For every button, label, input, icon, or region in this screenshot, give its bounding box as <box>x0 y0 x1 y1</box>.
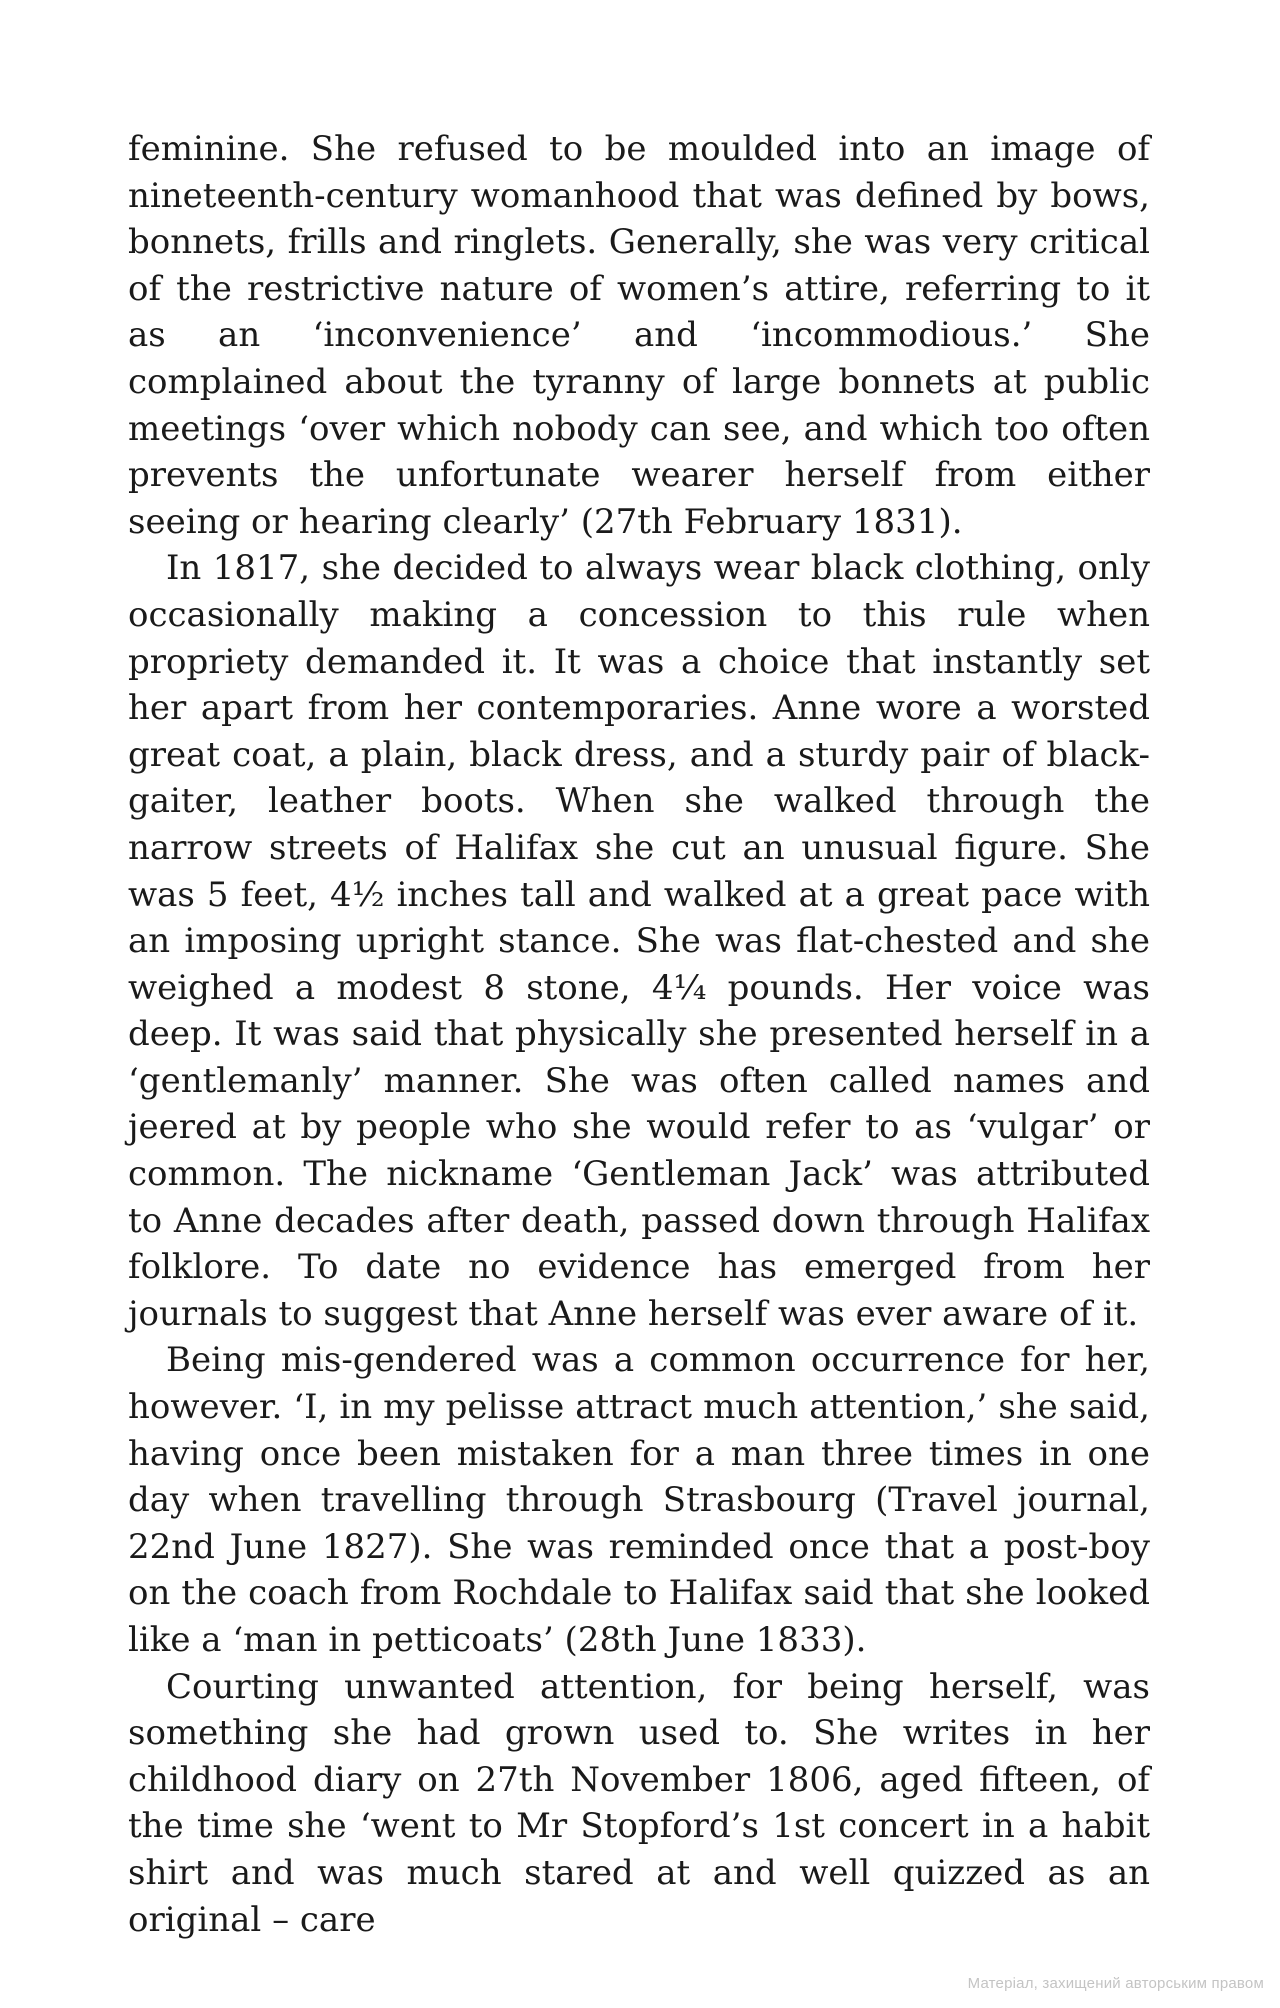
paragraph-feminine: feminine. She refused to be moulded into an image of nineteenth-century womanhood that was defined by bows, bonnets, frills and ringlets. Generally, she was very critical of the restrictive nature of women’s attire, referring to it as an ‘inconvenience’ and ‘incommodious.’ She complained about the tyranny of large bonnets at public meetings ‘over which nobody can see, and which too often prevents the unfortunate wearer herself from either seeing or hearing clearly’ (27th February 1831). <box>128 129 1150 542</box>
copyright-watermark: Матеріал, захищений авторським правом <box>967 1975 1264 1992</box>
paragraph-black-clothing: In 1817, she decided to always wear black clothing, only occasionally making a concession to this rule when propriety demanded it. It was a choice that instantly set her apart from her contemporaries. Anne wore a worsted great coat, a plain, black dress, and a sturdy pair of black-gaiter, leather boots. When she walked through the narrow streets of Halifax she cut an unusual figure. She was 5 feet, 4½ inches tall and walked at a great pace with an imposing upright stance. She was flat-chested and she weighed a modest 8 stone, 4¼ pounds. Her voice was deep. It was said that physically she presented herself in a ‘gentlemanly’ manner. She was often called names and jeered at by people who she would refer to as ‘vulgar’ or common. The nickname ‘Gentleman Jack’ was attributed to Anne decades after death, passed down through Halifax folklore. To date no evidence has emerged from her journals to suggest that Anne herself was ever aware of it. <box>128 548 1150 1334</box>
paragraph-mis-gendered: Being mis-gendered was a common occurrence for her, however. ‘I, in my pelisse attract much attention,’ she said, having once been mistaken for a man three times in one day when travelling through Strasbourg (Travel journal, 22nd June 1827). She was reminded once that a post-boy on the coach from Rochdale to Halifax said that she looked like a ‘man in petticoats’ (28th June 1833). <box>128 1340 1150 1660</box>
page-body <box>128 126 1150 1943</box>
paragraph-unwanted-attention: Courting unwanted attention, for being herself, was something she had grown used to. She writes in her childhood diary on 27th November 1806, aged fifteen, of the time she ‘went to Mr Stopford’s 1st concert in a habit shirt and was much stared at and well quizzed as an original – care <box>128 1666 1150 1940</box>
